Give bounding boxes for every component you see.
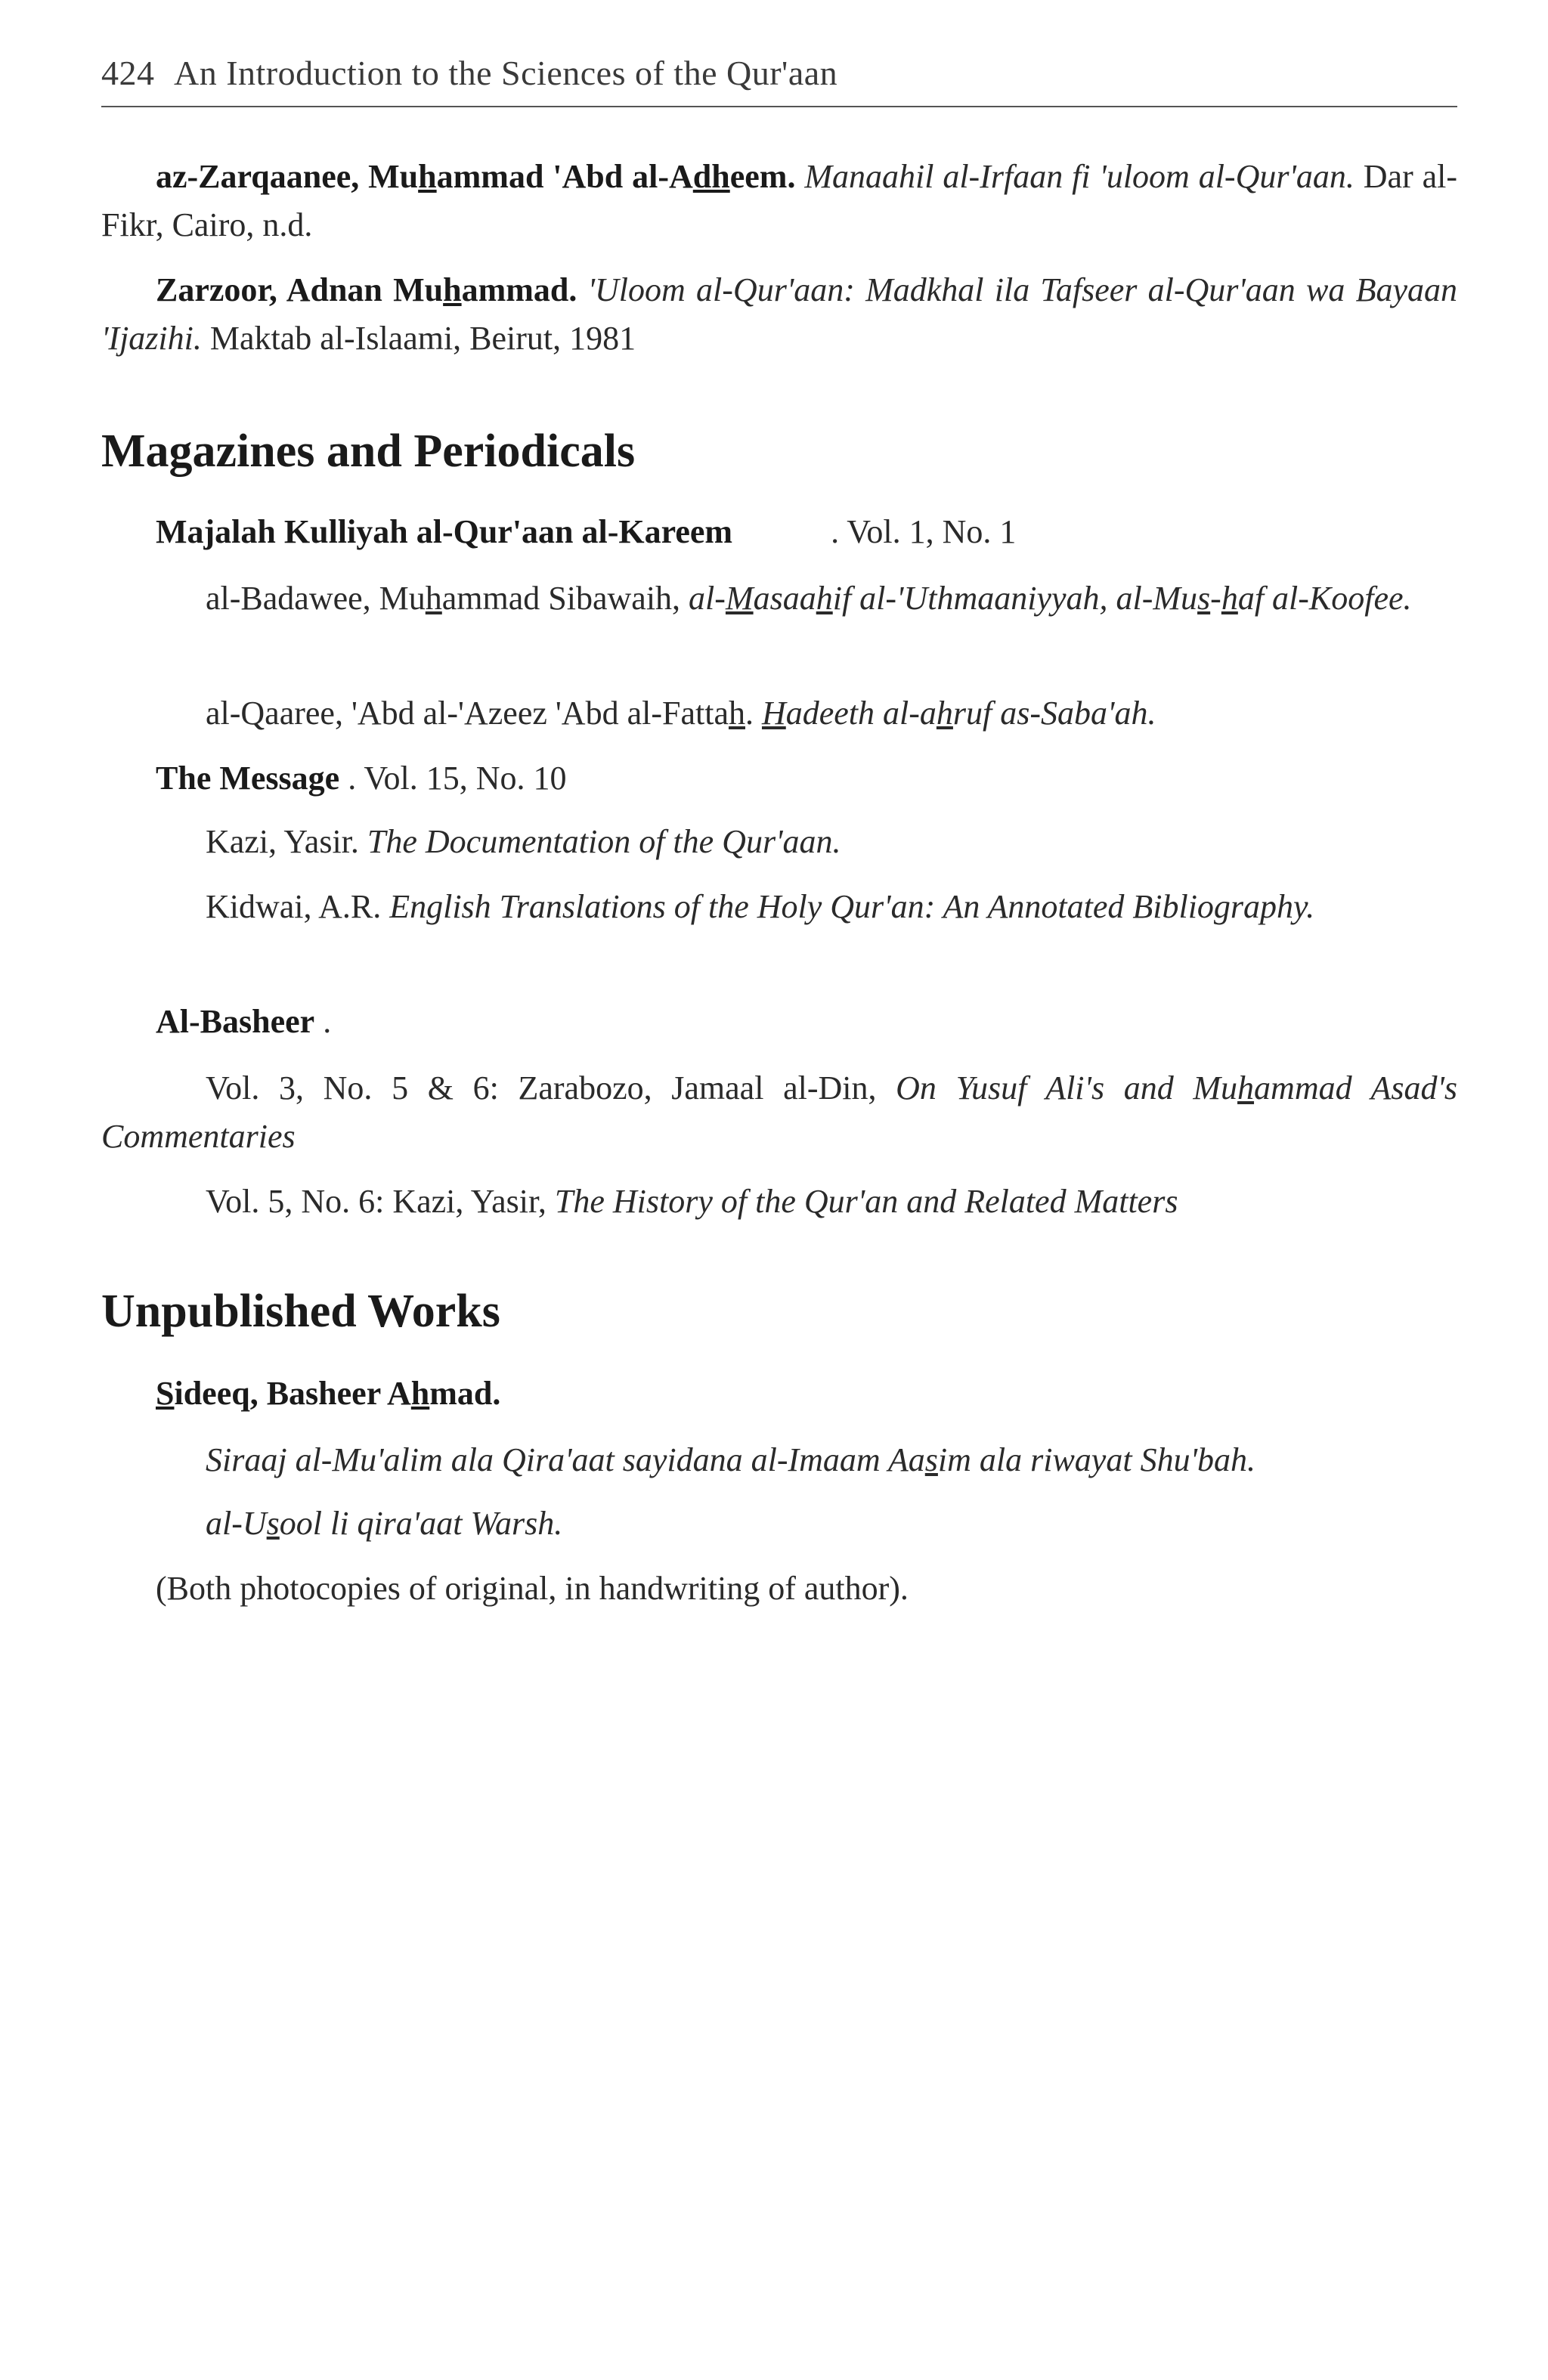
book-title: An Introduction to the Sciences of the Qur'aan [173, 54, 838, 92]
article-title: al-Masaahif al-'Uthmaaniyyah, al-Mus-haf al-Koofee. [689, 580, 1412, 617]
article-author: Kidwai, A.R. [206, 888, 382, 925]
article-title: The History of the Qur'an and Related Matters [554, 1183, 1178, 1220]
article-entry-zarabozo [101, 1064, 1457, 1161]
article-title: The Documentation of the Qur'aan. [367, 823, 841, 860]
entry-publisher: Maktab al-Islaami, Beirut, 1981 [209, 320, 636, 357]
header-rule [101, 106, 1457, 107]
periodical-name: Al-Basheer [156, 1003, 315, 1040]
periodical-volume: . Vol. 15, No. 10 [348, 760, 567, 797]
article-author: al-Badawee, Muhammad Sibawaih, [206, 580, 681, 617]
article-title: English Translations of the Holy Qur'an: An Annotated Bibliography. [389, 888, 1315, 925]
article-entry-badawee [101, 574, 1457, 623]
article-entry-kazi-documentation [206, 818, 841, 866]
article-title: On Yusuf Ali's and Muhammad Asad's Commentaries [101, 1069, 1457, 1155]
periodical-basheer [156, 998, 331, 1046]
periodical-dot: . [323, 1003, 332, 1040]
periodical-volume: . Vol. 1, No. 1 [831, 513, 1017, 550]
article-entry-qaaree [206, 689, 1156, 738]
article-title: Hadeeth al-ahruf as-Saba'ah. [761, 695, 1156, 732]
entry-publisher: Dar al-Fikr, Cairo, n.d. [101, 158, 1458, 243]
unpublished-work-siraaj: Siraaj al-Mu'alim ala Qira'aat sayidana al-Imaam Aasim ala riwayat Shu'bah. [206, 1441, 1255, 1478]
bibliography-entry-zarzoor [101, 266, 1457, 363]
section-heading-magazines: Magazines and Periodicals [101, 426, 636, 477]
unpublished-work-usool: al-Usool li qira'aat Warsh. [206, 1505, 563, 1542]
article-volume: Vol. 5, No. 6: Kazi, Yasir, [206, 1183, 546, 1220]
article-author: al-Qaaree, 'Abd al-'Azeez 'Abd al-Fattah. [206, 695, 754, 732]
unpublished-note: (Both photocopies of original, in handwriting of author). [156, 1570, 909, 1607]
page-number: 424 [101, 54, 155, 92]
section-heading-unpublished: Unpublished Works [101, 1286, 500, 1337]
entry-title: 'Uloom al-Qur'aan: Madkhal ila Tafseer al-Qur'aan wa Bayaan 'Ijazihi. [101, 271, 1458, 357]
entry-title: Manaahil al-Irfaan fi 'uloom al-Qur'aan. [804, 158, 1354, 195]
periodical-name: Majalah Kulliyah al-Qur'aan al-Kareem [156, 513, 733, 550]
article-author: Kazi, Yasir. [206, 823, 359, 860]
bibliography-entry-zarqaanee [101, 153, 1457, 249]
periodical-message [156, 754, 567, 803]
entry-author: Zarzoor, Adnan Muhammad. [156, 271, 577, 308]
unpublished-author: Sideeq, Basheer Ahmad. [156, 1375, 501, 1412]
periodical-majalah [156, 508, 1016, 556]
periodical-name: The Message [156, 760, 340, 797]
running-header [101, 53, 1457, 93]
article-entry-kazi-history [206, 1178, 1178, 1226]
article-entry-kidwai [101, 883, 1457, 931]
entry-author: az-Zarqaanee, Muhammad 'Abd al-Adheem. [156, 158, 796, 195]
article-volume: Vol. 3, No. 5 & 6: Zarabozo, Jamaal al-Din, [206, 1069, 877, 1106]
